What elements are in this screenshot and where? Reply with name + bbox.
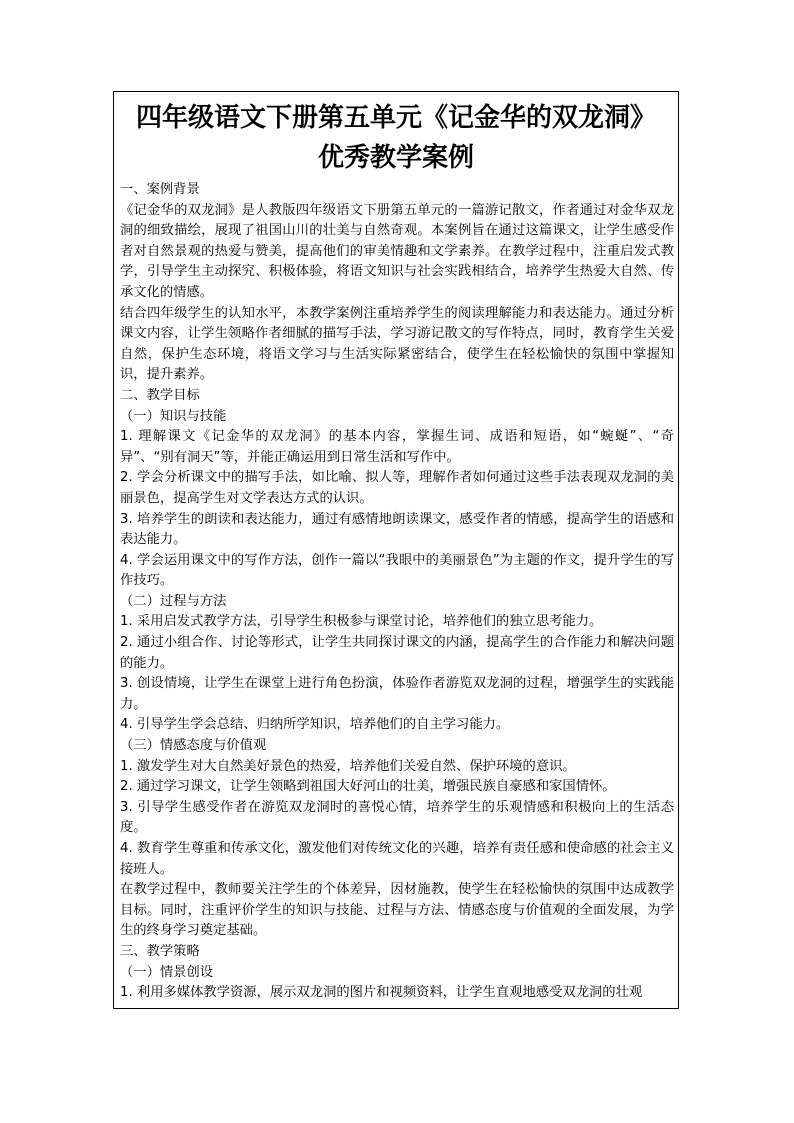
list-item: 3. 培养学生的朗读和表达能力，通过有感情地朗读课文，感受作者的情感，提高学生的语感和表达能力。 xyxy=(120,511,674,548)
list-item: 1. 利用多媒体教学资源，展示双龙洞的图片和视频资料，让学生直观地感受双龙洞的壮观 xyxy=(120,985,643,1001)
section-heading-background: 一、案例背景 xyxy=(120,182,200,197)
subsection-heading: （一）情景创设 xyxy=(120,964,214,980)
subsection-heading: （二）过程与方法 xyxy=(120,593,227,609)
list-item: 1. 采用启发式教学方法，引导学生积极参与课堂讨论，培养他们的独立思考能力。 xyxy=(120,614,603,630)
list-item: 4. 教育学生尊重和传承文化，激发他们对传统文化的兴趣，培养有责任感和使命感的社会主义接班人。 xyxy=(120,841,674,877)
subsection-heading: （一）知识与技能 xyxy=(120,408,227,424)
list-item: 3. 引导学生感受作者在游览双龙洞时的喜悦心情，培养学生的乐观情感和积极向上的生活态度。 xyxy=(120,799,674,836)
document-body xyxy=(114,180,678,1004)
section-heading-strategy: 三、教学策略 xyxy=(120,943,200,959)
list-item: 2. 学会分析课文中的描写手法，如比喻、拟人等，理解作者如何通过这些手法表现双龙洞的美丽景色，提高学生对文学表达方式的认识。 xyxy=(120,470,674,506)
list-item: 2. 通过学习课文，让学生领略到祖国大好河山的壮美，增强民族自豪感和家国情怀。 xyxy=(120,779,616,795)
list-item: 4. 引导学生学会总结、归纳所学知识，培养他们的自主学习能力。 xyxy=(120,717,510,733)
subsection-heading: （三）情感态度与价值观 xyxy=(120,738,267,754)
document-frame xyxy=(113,91,679,1009)
paragraph: 结合四年级学生的认知水平，本教学案例注重培养学生的阅读理解能力和表达能力。通过分析课文内容，让学生领略作者细腻的描写手法，学习游记散文的写作特点，同时，教育学生关爱自然，保护生态环境，将语文学习与生活实际紧密结合，使学生在轻松愉快的氛围中掌握知识，提升素养。 xyxy=(120,305,674,383)
title-line-2: 优秀教学案例 xyxy=(317,143,474,173)
list-item: 1. 激发学生对大自然美好景色的热爱，培养他们关爱自然、保护环境的意识。 xyxy=(120,758,576,774)
list-item: 1. 理解课文《记金华的双龙洞》的基本内容，掌握生词、成语和短语，如“蜿蜒”、“奇异”、“别有洞天”等，并能正确运用到日常生活和写作中。 xyxy=(120,429,674,465)
list-item: 3. 创设情境，让学生在课堂上进行角色扮演，体验作者游览双龙洞的过程，增强学生的实践能力。 xyxy=(120,676,674,712)
list-item: 4. 学会运用课文中的写作方法，创作一篇以“我眼中的美丽景色”为主题的作文，提升学生的写作技巧。 xyxy=(120,552,674,589)
paragraph: 在教学过程中，教师要关注学生的个体差异，因材施教，使学生在轻松愉快的氛围中达成教学目标。同时，注重评价学生的知识与技能、过程与方法、情感态度与价值观的全面发展，为学生的终身学习奠定基础。 xyxy=(120,882,674,939)
paragraph: 《记金华的双龙洞》是人教版四年级语文下册第五单元的一篇游记散文，作者通过对金华双龙洞的细致描绘，展现了祖国山川的壮美与自然奇观。本案例旨在通过这篇课文，让学生感受作者对自然景观的热爱与赞美，提高他们的审美情趣和文学素养。在教学过程中，注重启发式教学，引导学生主动探究、积极体验，将语文知识与社会实践相结合，培养学生热爱大自然、传承文化的情感。 xyxy=(120,202,674,300)
list-item: 2. 通过小组合作、讨论等形式，让学生共同探讨课文的内涵，提高学生的合作能力和解决问题的能力。 xyxy=(120,635,674,671)
title-line-1: 四年级语文下册第五单元《记金华的双龙洞》 xyxy=(135,103,656,133)
document-title xyxy=(114,98,678,178)
section-heading-goals: 二、教学目标 xyxy=(120,387,200,403)
